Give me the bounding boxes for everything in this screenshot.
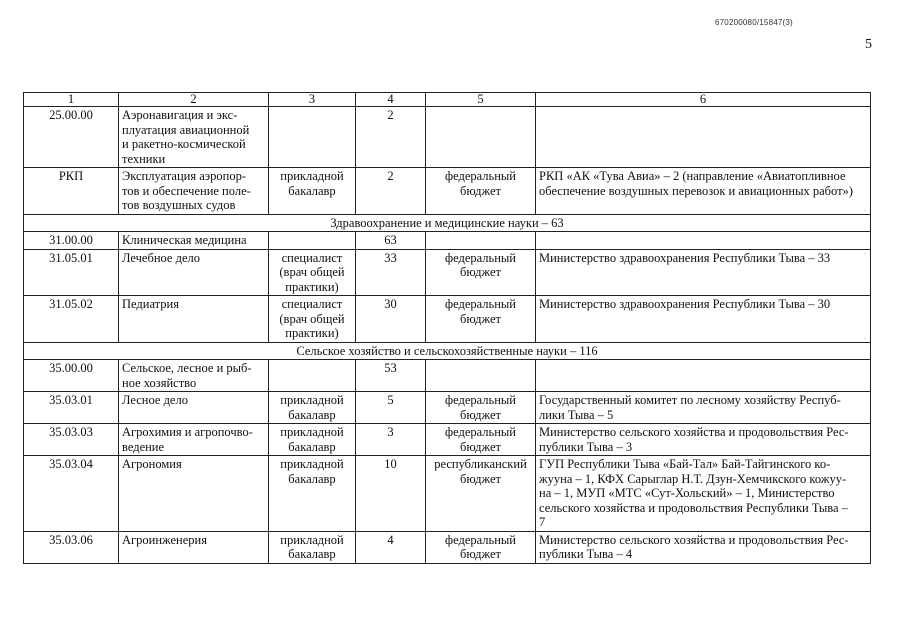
places-cell: 63 [356,232,426,250]
program-name-cell: Агроинженерия [119,531,269,563]
table-row [24,168,871,215]
funding-cell: республиканский бюджет [426,456,536,532]
column-number-4: 4 [356,93,426,107]
qualification-cell: прикладной бакалавр [269,392,356,424]
program-name-cell: Агрохимия и агропочво- ведение [119,424,269,456]
code-cell: РКП [24,168,119,215]
qualification-cell [269,232,356,250]
column-number-5: 5 [426,93,536,107]
document-id: 670200080/15847(3) [715,18,793,27]
customer-cell [536,107,871,168]
table-row [24,392,871,424]
column-number-1: 1 [24,93,119,107]
places-cell: 3 [356,424,426,456]
customer-cell: РКП «АК «Тува Авиа» – 2 (направление «Авиатопливное обеспечение воздушных перевозок и авиационных работ») [536,168,871,215]
code-cell: 25.00.00 [24,107,119,168]
places-cell: 2 [356,107,426,168]
table-row [24,360,871,392]
column-number-2: 2 [119,93,269,107]
page-number: 5 [865,37,872,52]
program-name-cell: Лечебное дело [119,249,269,296]
section-row [24,214,871,232]
table-row [24,107,871,168]
column-number-6: 6 [536,93,871,107]
qualification-cell: прикладной бакалавр [269,531,356,563]
table-row [24,249,871,296]
qualification-cell: прикладной бакалавр [269,456,356,532]
customer-cell: Министерство сельского хозяйства и продовольствия Рес- публики Тыва – 3 [536,424,871,456]
program-name-cell: Сельское, лесное и рыб- ное хозяйство [119,360,269,392]
table-row [24,296,871,343]
table-row [24,232,871,250]
table-row [24,424,871,456]
table-row [24,456,871,532]
places-cell: 53 [356,360,426,392]
program-name-cell: Эксплуатация аэропор- тов и обеспечение поле- тов воздушных судов [119,168,269,215]
qualification-cell [269,360,356,392]
customer-cell: Министерство здравоохранения Республики Тыва – 30 [536,296,871,343]
code-cell: 35.03.01 [24,392,119,424]
places-cell: 10 [356,456,426,532]
customer-cell: Министерство сельского хозяйства и продовольствия Рес- публики Тыва – 4 [536,531,871,563]
funding-cell: федеральный бюджет [426,168,536,215]
qualification-cell: прикладной бакалавр [269,168,356,215]
qualification-cell: прикладной бакалавр [269,424,356,456]
customer-cell [536,232,871,250]
code-cell: 35.03.06 [24,531,119,563]
funding-cell [426,232,536,250]
customer-cell: ГУП Республики Тыва «Бай-Тал» Бай-Тайгинского ко- жууна – 1, КФХ Сарыглар Н.Т. Дзун-Хемчикского кожуу- на – 1, МУП «МТС «Сут-Хольский» – 1, Министерство сельского хозяйства и продовольствия Республики Тыва – 7 [536,456,871,532]
section-row [24,342,871,360]
code-cell: 31.00.00 [24,232,119,250]
funding-cell: федеральный бюджет [426,531,536,563]
funding-cell: федеральный бюджет [426,249,536,296]
funding-cell: федеральный бюджет [426,392,536,424]
table-row [24,531,871,563]
qualification-cell [269,107,356,168]
section-title: Сельское хозяйство и сельскохозяйственные науки – 116 [24,342,871,360]
program-name-cell: Лесное дело [119,392,269,424]
program-name-cell: Клиническая медицина [119,232,269,250]
places-cell: 2 [356,168,426,215]
program-name-cell: Педиатрия [119,296,269,343]
customer-cell: Государственный комитет по лесному хозяйству Респуб- лики Тыва – 5 [536,392,871,424]
funding-cell: федеральный бюджет [426,296,536,343]
places-cell: 5 [356,392,426,424]
qualification-cell: специалист (врач общей практики) [269,249,356,296]
code-cell: 31.05.01 [24,249,119,296]
qualification-cell: специалист (врач общей практики) [269,296,356,343]
code-cell: 31.05.02 [24,296,119,343]
funding-cell: федеральный бюджет [426,424,536,456]
funding-cell [426,107,536,168]
places-cell: 30 [356,296,426,343]
customer-cell: Министерство здравоохранения Республики Тыва – 33 [536,249,871,296]
places-cell: 33 [356,249,426,296]
places-cell: 4 [356,531,426,563]
code-cell: 35.00.00 [24,360,119,392]
code-cell: 35.03.04 [24,456,119,532]
programs-table [23,92,871,564]
program-name-cell: Агрономия [119,456,269,532]
column-number-3: 3 [269,93,356,107]
funding-cell [426,360,536,392]
customer-cell [536,360,871,392]
section-title: Здравоохранение и медицинские науки – 63 [24,214,871,232]
program-name-cell: Аэронавигация и экс- плуатация авиационной и ракетно-космической техники [119,107,269,168]
code-cell: 35.03.03 [24,424,119,456]
table-header-row [24,93,871,107]
